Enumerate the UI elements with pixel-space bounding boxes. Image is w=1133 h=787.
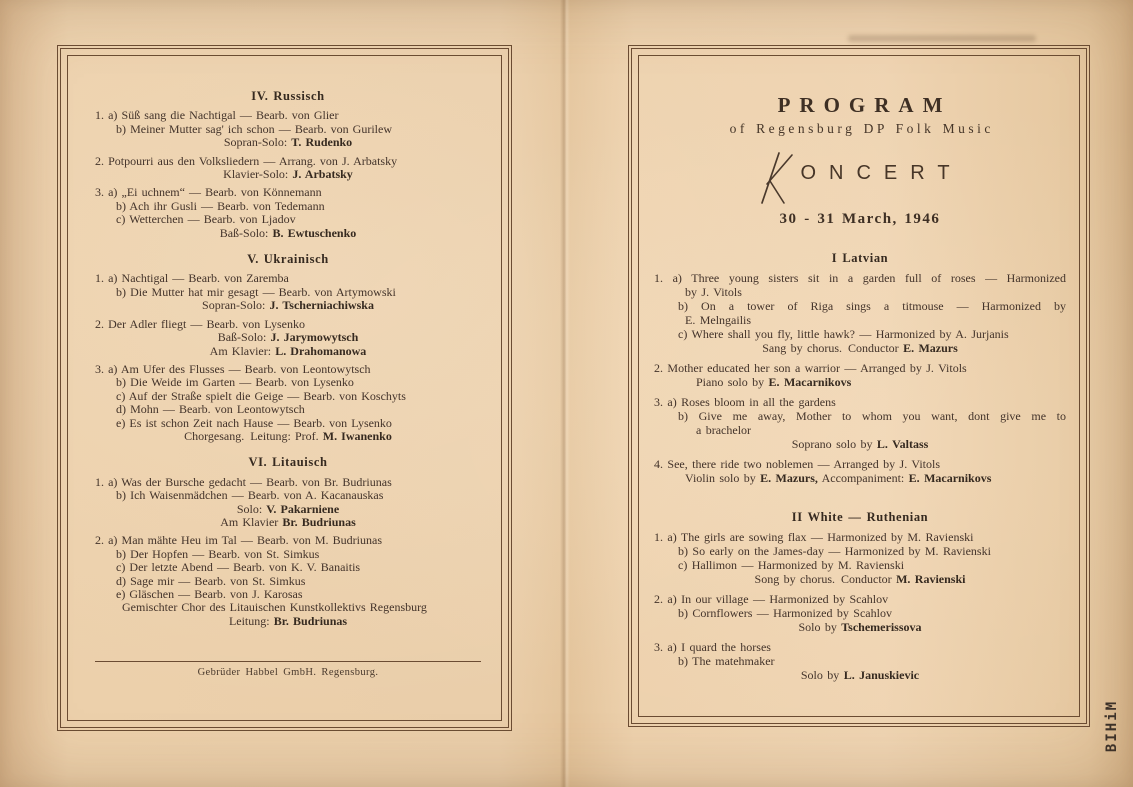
program-line-text: c) Der letzte Abend — Bearb. von K. V. Banaitis [116,560,361,575]
program-line-text: 1. a) Three young sisters sit in a garden full of roses — Harmonized [654,271,1066,285]
center-fold-crease [560,0,570,787]
program-line-text: Gemischter Chor des Litauischen Kunstkollektivs Regensburg [122,600,427,615]
program-line [654,640,1066,654]
section-heading-ukrainisch: V. Ukrainisch [247,252,329,267]
program-line [654,620,1066,634]
ink-smudge [848,35,1036,42]
left-page-content [68,56,501,720]
section-lines-latvian [654,271,1066,485]
performer-name: M. Iwanenko [322,428,392,443]
program-line-text: 1. a) Nachtigal — Bearb. von Zaremba [95,271,289,286]
program-header [654,93,1066,227]
program-line [95,363,481,376]
section-heading-latvian: I Latvian [831,251,889,265]
performer-name: J. Tscherniachiwska [269,298,374,313]
section-latvian [654,251,1066,485]
section-heading-white-ruthenian: II White — Ruthenian [791,510,929,524]
program-line-text: b) The matehmaker [678,654,775,668]
printer-imprint [95,661,481,678]
program-line-text: a brachelor [696,423,752,437]
program-line [654,313,1066,327]
program-line [654,409,1066,423]
program-line [95,318,481,331]
program-line-text: Violin solo by [685,471,761,485]
performer-name: E. Mazurs, [760,471,818,485]
program-line [95,272,481,285]
program-line-text: 3. a) I quard the horses [654,640,771,654]
program-line [95,109,481,122]
footer-rule [95,661,481,662]
program-line [654,423,1066,437]
program-line [654,530,1066,544]
left-page-frame-middle [60,48,509,728]
concert-date: 30 - 31 March, 1946 [779,211,941,227]
program-line-text: 3. a) „Ei uchnem“ — Bearb. von Könnemann [95,185,322,200]
program-line-text: by J. Vitols [685,285,742,299]
program-line [95,503,481,516]
program-line [95,403,481,416]
program-line-text: 1. a) Was der Bursche gedacht — Bearb. von Br. Budriunas [95,474,392,489]
program-line [95,588,481,601]
program-line-text: c) Wetterchen — Bearb. von Ljadov [116,212,296,227]
program-line [654,395,1066,409]
archive-stamp [1094,673,1130,779]
program-line-text: 2. Mother educated her son a warrior — Arranged by J. Vitols [654,361,967,375]
program-line-text: 3. a) Roses bloom in all the gardens [654,395,836,409]
program-line [95,168,481,181]
program-line-text: 3. a) Am Ufer des Flusses — Bearb. von Leontowytsch [95,361,371,376]
program-line-text: b) On a tower of Riga sings a titmouse — Harmonized by [678,299,1066,313]
program-title: PROGRAM [777,93,952,117]
program-line [95,286,481,299]
section-lines-ukrainisch [95,272,481,443]
program-line-text: Soprano solo by [791,437,877,451]
program-line [95,489,481,502]
program-line-text: b) So early on the James-day — Harmonized by M. Ravienski [678,544,991,558]
program-line [95,476,481,489]
program-line [95,331,481,344]
program-line-text: Am Klavier: [209,343,276,358]
section-lines-russisch [95,109,481,240]
performer-name: T. Rudenko [291,135,353,150]
program-line [654,572,1066,586]
program-line-text: c) Where shall you fly, little hawk? — Harmonized by A. Jurjanis [678,327,1009,341]
program-line-text: Accompaniment: [817,471,909,485]
performer-name: E. Macarnikovs [908,471,992,485]
koncert-wordmark [654,150,1066,202]
program-line [95,213,481,226]
program-line [95,299,481,312]
program-line [654,606,1066,620]
program-line [654,558,1066,572]
section-heading-litauisch: VI. Litauisch [248,455,328,470]
performer-name: J. Jarymowytsch [270,330,359,345]
program-line [95,561,481,574]
section-lines-litauisch [95,476,481,628]
program-line [654,341,1066,355]
program-line [654,457,1066,471]
program-line-text: Leitung: [228,613,274,628]
program-line-text: c) Auf der Straße spielt die Geige — Bearb. von Koschyts [116,388,406,403]
program-line-text: Am Klavier [220,514,283,529]
program-line-text: b) Meiner Mutter sag' ich schon — Bearb. von Gurilew [116,121,392,136]
section-litauisch [95,456,481,628]
section-heading-russisch: IV. Russisch [251,89,325,103]
program-line [654,375,1066,389]
program-line [95,227,481,240]
program-line-text: Solo: [236,501,267,516]
program-line [95,200,481,213]
program-line-text: d) Mohn — Bearb. von Leontowytsch [116,402,305,417]
program-line [654,327,1066,341]
program-line [95,615,481,628]
program-line-text: b) Give me away, Mother to whom you want, dont give me to [678,409,1066,423]
left-page-frame-inner [67,55,502,721]
performer-name: V. Pakarniene [266,501,340,516]
program-line-text: 1. a) Süß sang die Nachtigal — Bearb. von Glier [95,108,339,123]
performer-name: B. Ewtuschenko [272,225,357,240]
performer-name: L. Drahomanowa [275,343,367,358]
right-page [628,45,1090,727]
program-line [95,575,481,588]
program-line [95,155,481,168]
archive-stamp-text: BIHiM [1104,699,1120,753]
program-line [654,299,1066,313]
program-line-text: Baß-Solo: [219,225,273,240]
performer-name: Tschemerissova [841,620,922,634]
program-line-text: 2. a) In our village — Harmonized by Scahlov [654,592,889,606]
program-line-text: b) Cornflowers — Harmonized by Scahlov [678,606,892,620]
koncert-rest-text: ONCERT [800,162,963,184]
section-ukrainisch [95,253,481,443]
program-line-text: b) Ach ihr Gusli — Bearb. von Tedemann [116,198,325,213]
program-line-text: Baß-Solo: [217,330,271,345]
performer-name: Br. Budriunas [273,613,348,628]
program-line [95,186,481,199]
program-line [95,123,481,136]
performer-name: L. Januskievic [843,668,920,682]
section-white-ruthenian [654,510,1066,682]
program-line-text: Piano solo by [696,375,769,389]
program-line [654,271,1066,285]
program-subtitle: of Regensburg DP Folk Music [729,121,994,136]
program-line [654,437,1066,451]
program-line [95,601,481,614]
program-line [654,285,1066,299]
performer-name: Br. Budriunas [282,514,356,529]
program-line-text: e) Gläschen — Bearb. von J. Karosas [116,587,303,601]
program-line [95,136,481,149]
program-line-text: 2. Der Adler fliegt — Bearb. von Lysenko [95,316,305,331]
left-page [57,45,512,731]
performer-name: E. Mazurs [903,341,958,355]
performer-name: E. Macarnikovs [768,375,852,389]
program-line-text: Klavier-Solo: [223,167,293,182]
program-line [654,544,1066,558]
program-line [95,390,481,403]
program-line [95,417,481,430]
program-line-text: Sang by chorus. Conductor [762,341,904,355]
program-line [654,654,1066,668]
program-line-text: 4. See, there ride two noblemen — Arranged by J. Vitols [654,457,941,471]
program-line-text: Solo by [798,620,842,634]
section-lines-white-ruthenian [654,530,1066,682]
program-line [654,668,1066,682]
program-line [95,430,481,443]
program-line [654,471,1066,485]
program-line-text: 2. Potpourri aus den Volksliedern — Arrang. von J. Arbatsky [95,153,398,168]
program-line-text: b) Der Hopfen — Bearb. von St. Simkus [116,546,320,561]
program-line [654,361,1066,375]
program-line-text: b) Ich Waisenmädchen — Bearb. von A. Kacanauskas [116,488,384,503]
program-line [654,592,1066,606]
koncert-k-glyph [757,150,795,206]
program-line-text: Song by chorus. Conductor [754,572,897,586]
program-line-text: Sopran-Solo: [202,298,270,313]
program-line [95,516,481,529]
program-line-text: Sopran-Solo: [223,135,292,150]
printer-imprint-text: Gebrüder Habbel GmbH. Regensburg. [197,667,379,678]
right-page-frame-inner [638,55,1080,717]
program-line-text: 1. a) The girls are sowing flax — Harmonized by M. Ravienski [654,530,974,544]
program-line [95,534,481,547]
program-line-text: d) Sage mir — Bearb. von St. Simkus [116,573,306,588]
performer-name: L. Valtass [876,437,929,451]
performer-name: M. Ravienski [896,572,966,586]
program-line [95,345,481,358]
program-line-text: e) Es ist schon Zeit nach Hause — Bearb. von Lysenko [116,415,392,430]
program-line-text: E. Melngailis [685,313,752,327]
program-line-text: b) Die Weide im Garten — Bearb. von Lysenko [116,375,354,390]
performer-name: J. Arbatsky [292,167,353,182]
program-line [95,548,481,561]
right-page-content [639,56,1079,716]
section-russisch [95,90,481,240]
program-line [95,376,481,389]
program-line-text: b) Die Mutter hat mir gesagt — Bearb. von Artymowski [116,284,396,299]
program-line-text: Solo by [800,668,844,682]
right-page-frame-middle [631,48,1087,724]
program-line-text: Chorgesang. Leitung: Prof. [184,428,323,443]
program-line-text: 2. a) Man mähte Heu im Tal — Bearb. von M. Budriunas [95,533,382,548]
program-line-text: c) Hallimon — Harmonized by M. Ravienski [678,558,905,572]
